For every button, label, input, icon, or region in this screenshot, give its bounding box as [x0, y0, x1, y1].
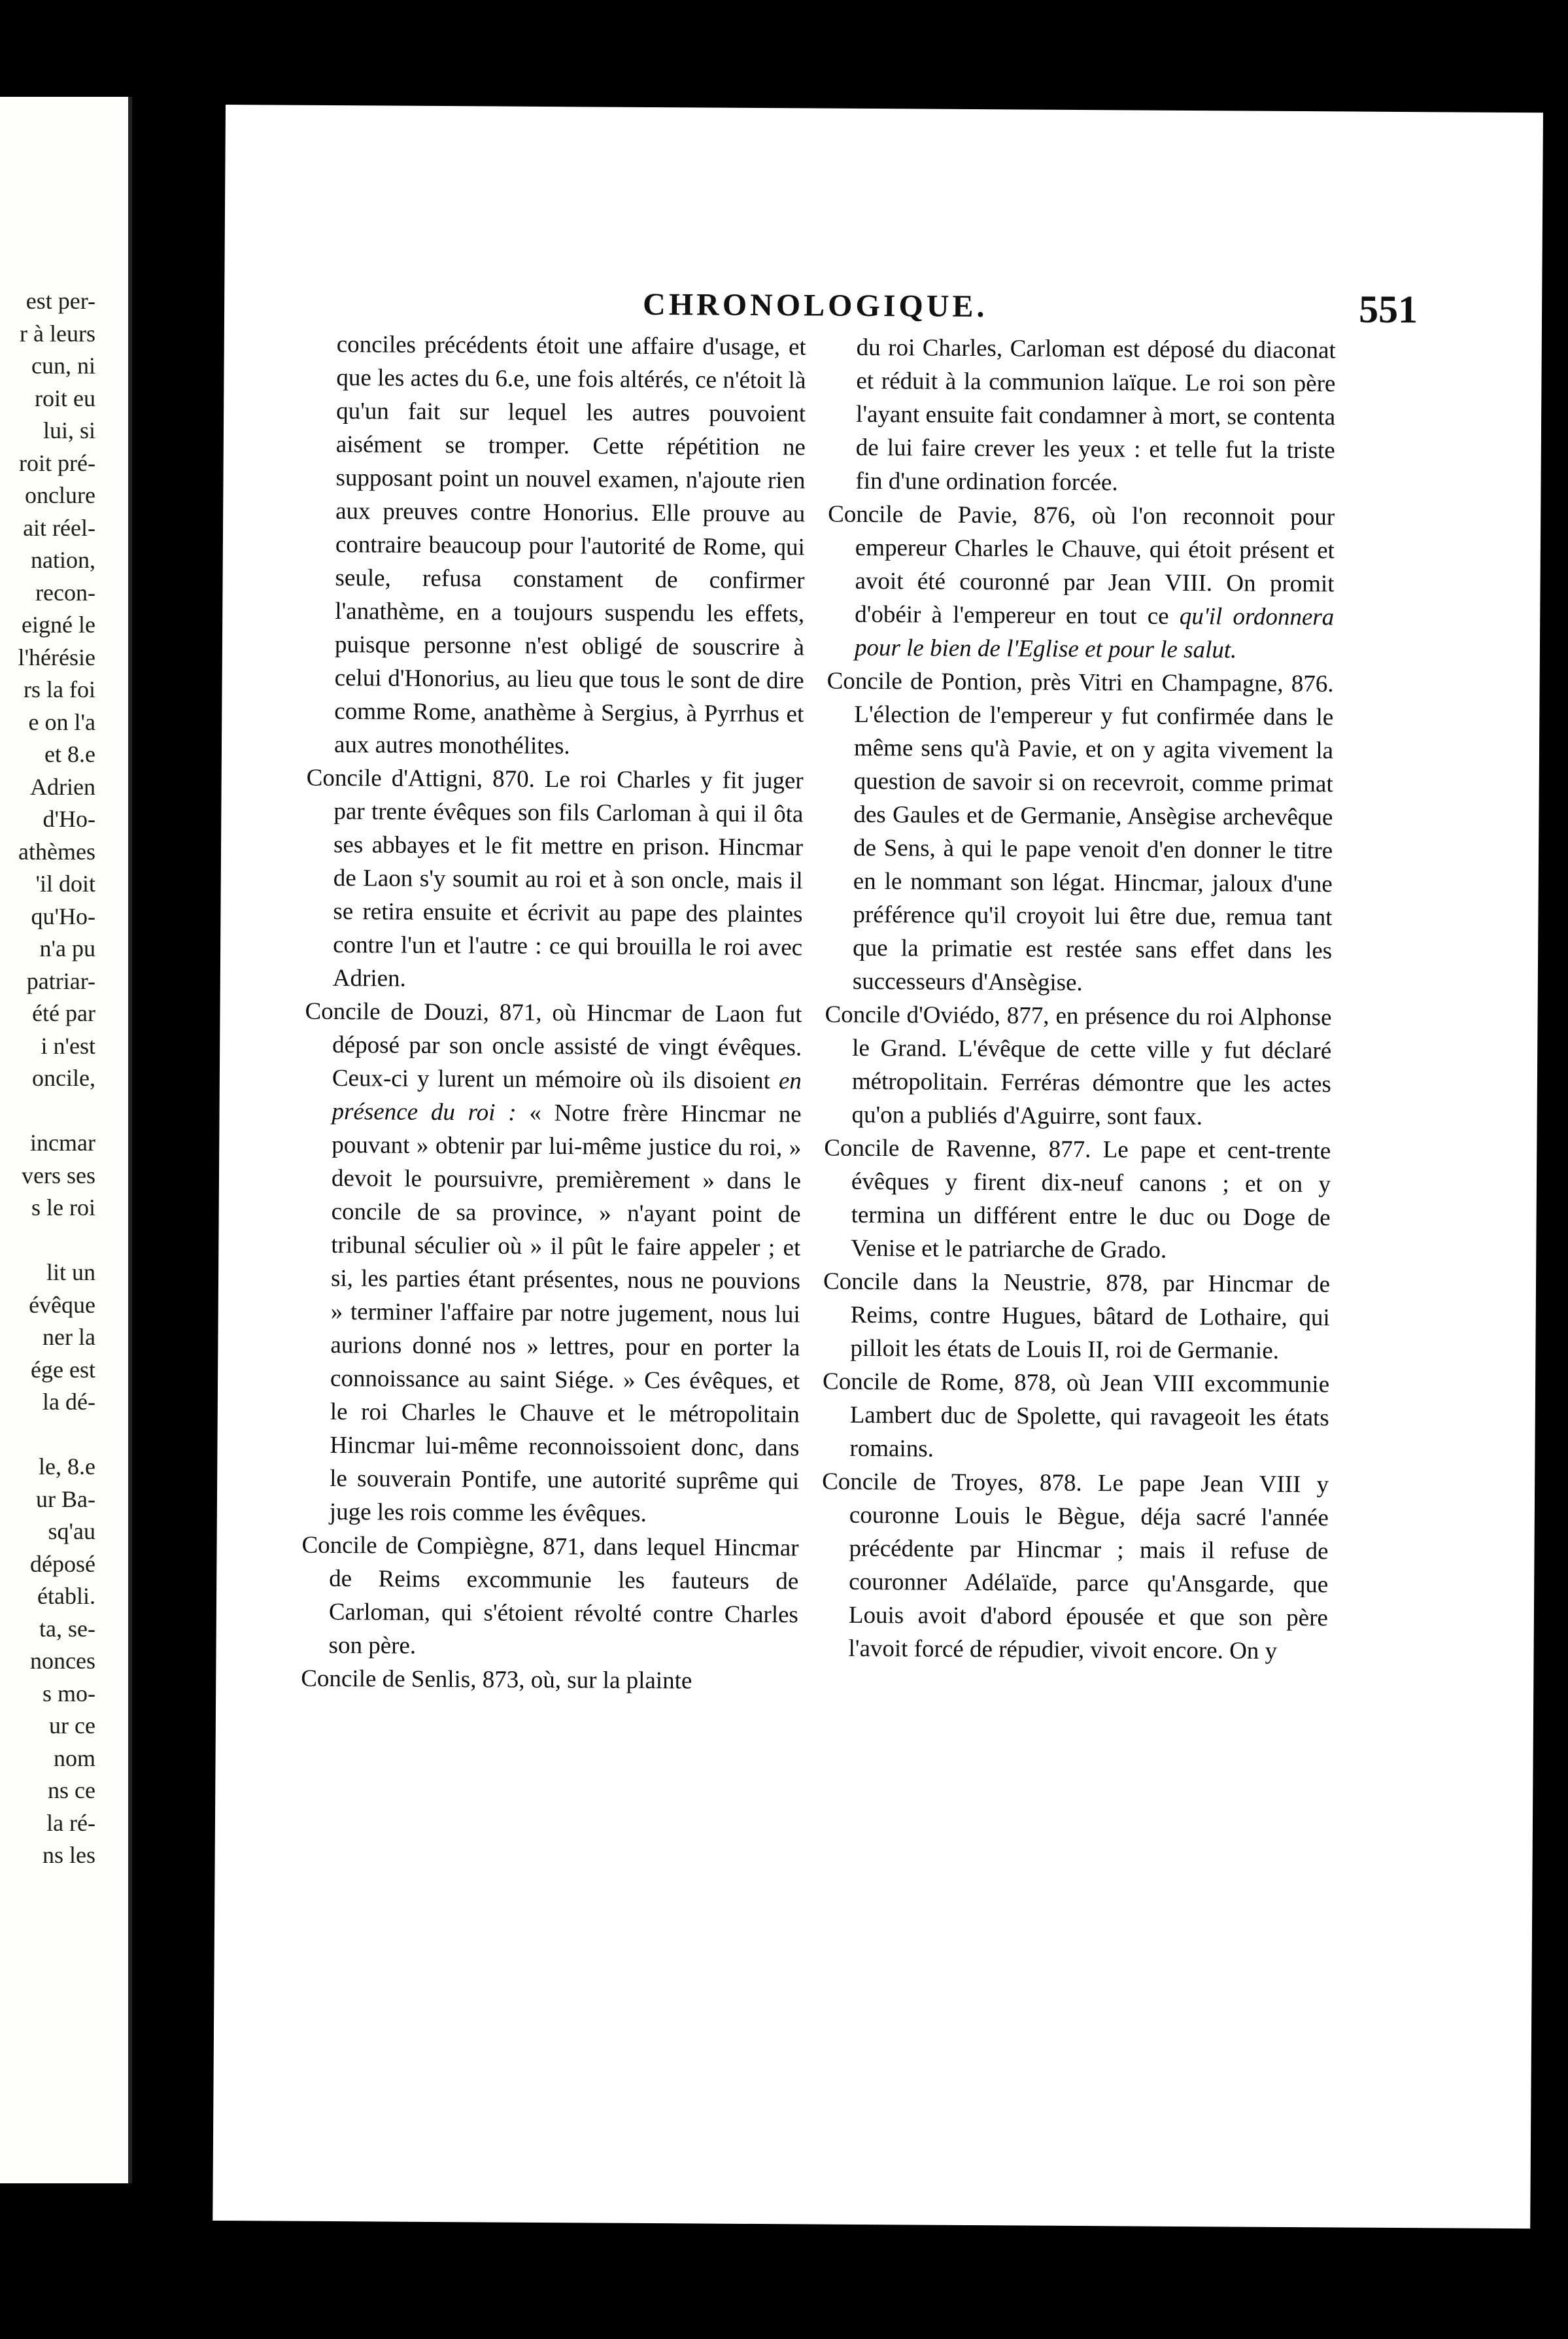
- right-column: [821, 331, 1335, 1669]
- left-page-line: roit pré-: [19, 449, 95, 476]
- left-column: [301, 328, 806, 1699]
- council-entry: Concile de Ravenne, 877. Le pape et cent-trente évêques y firent dix-neuf canons ; et on y termina un différent entre le duc ou Doge de Venise et le patriarche de Grado.: [824, 1134, 1331, 1264]
- italic-quote: qu'il ordonnera pour le bien de l'Eglise et pour le salut.: [854, 602, 1335, 664]
- left-page-line: e on l'a: [28, 708, 95, 735]
- continued-paragraph: conciles précédents étoit une affaire d'usage, et que les actes du 6.e, une fois altérés, ce n'étoit là qu'un fait sur lequel les autres pouvoient aisément se tromper. Cette répétition ne supposant point un nouvel examen, n'ajoute rien aux preuves contre Honorius. Elle prouve au contraire beaucoup pour l'autorité de Rome, qui seule, refusa constament de confirmer l'anathème, en a toujours suspendu les effets, puisque personne n'est obligé de souscrire à celui d'Honorius, au lieu que tous le sont de dire comme Rome, anathème à Sergius, à Pyrrhus et aux autres monothélites.: [333, 331, 806, 760]
- page-number: 551: [1358, 287, 1418, 332]
- left-page-line: nonces: [30, 1648, 95, 1674]
- council-entry: Concile de Senlis, 873, où, sur la plainte: [301, 1665, 692, 1695]
- left-page-line: patriar-: [26, 967, 95, 994]
- left-page-line: la dé-: [43, 1389, 95, 1415]
- left-page-line: été par: [32, 1000, 95, 1026]
- left-page-line: eigné le: [22, 612, 95, 638]
- left-page-line: ur Ba-: [36, 1485, 95, 1512]
- left-page-line: rs la foi: [24, 676, 95, 702]
- left-page-line: d'Ho-: [43, 806, 95, 832]
- left-page-line: ns ce: [48, 1777, 95, 1803]
- council-entry: [827, 498, 1335, 668]
- left-page-line: oncile,: [32, 1065, 95, 1091]
- left-page-line: s le roi: [31, 1194, 95, 1221]
- left-page-line: sq'au: [48, 1518, 95, 1544]
- left-page-line: ns les: [43, 1842, 95, 1868]
- left-page-line: ner la: [43, 1324, 95, 1350]
- left-page-line: recon-: [35, 579, 95, 606]
- left-page-line: onclure: [25, 482, 95, 508]
- left-page-line: le, 8.e: [39, 1453, 95, 1480]
- left-page-line: et 8.e: [44, 741, 95, 767]
- left-page-line: lit un: [46, 1259, 95, 1285]
- left-page-line: déposé: [30, 1550, 95, 1577]
- entry-text: Concile de Douzi, 871, où Hincmar de Laon fut déposé par son oncle assisté de vingt évêques. Ceux-ci y lurent un mémoire où ils disoient: [305, 997, 802, 1095]
- left-page-line: 'il doit: [35, 871, 95, 897]
- entry-text: Concile de Pavie, 876, où l'on reconnoit pour empereur Charles le Chauve, qui étoit présent et avoit été couronné par Jean VIII. On promit d'obéir à l'empereur en tout ce: [828, 500, 1335, 630]
- entry-text: « Notre frère Hincmar ne pouvant » obtenir par lui-même justice du roi, » devoit le poursuivre, premièrement » dans le concile de sa province, » n'ayant point de tribunal séculier où » il pût le faire appeler ; et si, les parties étant présentes, nous ne pouvions » terminer l'affaire par notre jugement, nous lui aurions donné nos » lettres, pour en porter la connoissance au saint Siége. » Ces évêques, et le roi Charles le Chauve et le métropolitain Hincmar lui-même reconnoissoient donc, dans le souverain Pontife, une autorité suprême qui juge les rois comme les évêques.: [329, 1099, 802, 1527]
- left-page-line: nom: [53, 1744, 95, 1771]
- council-entry: Concile d'Oviédo, 877, en présence du roi Alphonse le Grand. L'évêque de cette ville y fut déclaré métropolitain. Ferréras démontre que les actes qu'on a publiés d'Aguirre, sont faux.: [825, 1001, 1332, 1131]
- continued-paragraph: du roi Charles, Carloman est déposé du diaconat et réduit à la communion laïque. Le roi son père l'ayant ensuite fait condamner à mort, se contenta de lui faire crever les yeux : et telle fut la triste fin d'une ordination forcée.: [855, 334, 1336, 496]
- left-page-line: roit eu: [35, 385, 95, 411]
- left-page-line: ége est: [31, 1356, 95, 1383]
- council-entry: Concile dans la Neustrie, 878, par Hincmar de Reims, contre Hugues, bâtard de Lothaire, qui pilloit les états de Louis II, roi de Germanie.: [823, 1268, 1331, 1364]
- left-page-line: est per-: [26, 288, 95, 314]
- council-entry: Concile de Pontion, près Vitri en Champagne, 876. L'élection de l'empereur y fut confirmée dans le même sens qu'à Pavie, et on y agita vivement la question de savoir si on recevroit, comme primat des Gaules et de Germanie, Ansègise archevêque de Sens, à qui le pape venoit d'en donner le titre en le nommant son légat. Hincmar, jaloux d'une préférence qu'il croyoit lui être due, remua tant que la primatie est restée sans effet dans les successeurs d'Ansègise.: [827, 667, 1334, 997]
- left-page-line: ur ce: [49, 1712, 95, 1739]
- left-page-line: établi.: [37, 1583, 95, 1609]
- council-entry: Concile de Compiègne, 871, dans lequel Hincmar de Reims excommunie les fauteurs de Carloman, qui s'étoient révolté contre Charles son père.: [301, 1531, 799, 1659]
- left-page-line: qu'Ho-: [31, 903, 95, 929]
- left-page-line: ta, se-: [39, 1615, 95, 1642]
- left-page-line: r à leurs: [20, 320, 95, 347]
- left-page-line: vers ses: [22, 1162, 95, 1188]
- left-page-line: cun, ni: [31, 353, 95, 379]
- left-page-line: incmar: [30, 1130, 95, 1156]
- running-header: [224, 280, 1542, 334]
- page-gutter: [128, 97, 132, 2183]
- left-page-line: lui, si: [43, 417, 95, 443]
- left-page-fragment: [0, 97, 128, 2183]
- left-page-line: nation,: [31, 547, 95, 573]
- left-page-line: la ré-: [46, 1809, 95, 1836]
- left-page-line: athèmes: [18, 838, 95, 865]
- left-page-line: Adrien: [30, 773, 95, 800]
- left-page-line: s mo-: [43, 1680, 95, 1707]
- left-page-line: ait réel-: [23, 514, 95, 541]
- running-title: CHRONOLOGIQUE.: [642, 286, 988, 324]
- council-entry: Concile de Rome, 878, où Jean VIII excommunie Lambert duc de Spolette, qui ravageoit les états romains.: [822, 1368, 1330, 1463]
- main-page: [213, 105, 1543, 2228]
- left-page-line: l'hérésie: [18, 644, 95, 670]
- left-page-line: évêque: [29, 1291, 95, 1318]
- italic-quote: en présence du roi :: [332, 1067, 802, 1126]
- council-entry: Concile de Troyes, 878. Le pape Jean VIII y couronne Louis le Bègue, déja sacré l'année précédente par Hincmar ; mais il refuse de couronner Adélaïde, parce qu'Ansgarde, que Louis avoit d'abord épousée et que son père l'avoit forcé de répudier, vivoit encore. On y: [822, 1468, 1329, 1665]
- council-entry: [302, 995, 802, 1532]
- left-page-line: i n'est: [41, 1032, 95, 1059]
- council-entry: Concile d'Attigni, 870. Le roi Charles y fit juger par trente évêques son fils Carloman à qui il ôta ses abbayes et le fit mettre en prison. Hincmar de Laon s'y soumit au roi et à son oncle, mais il se retira ensuite et écrivit au pape des plaintes contre l'un et l'autre : ce qui brouilla le roi avec Adrien.: [306, 764, 804, 992]
- left-page-line: n'a pu: [39, 935, 95, 962]
